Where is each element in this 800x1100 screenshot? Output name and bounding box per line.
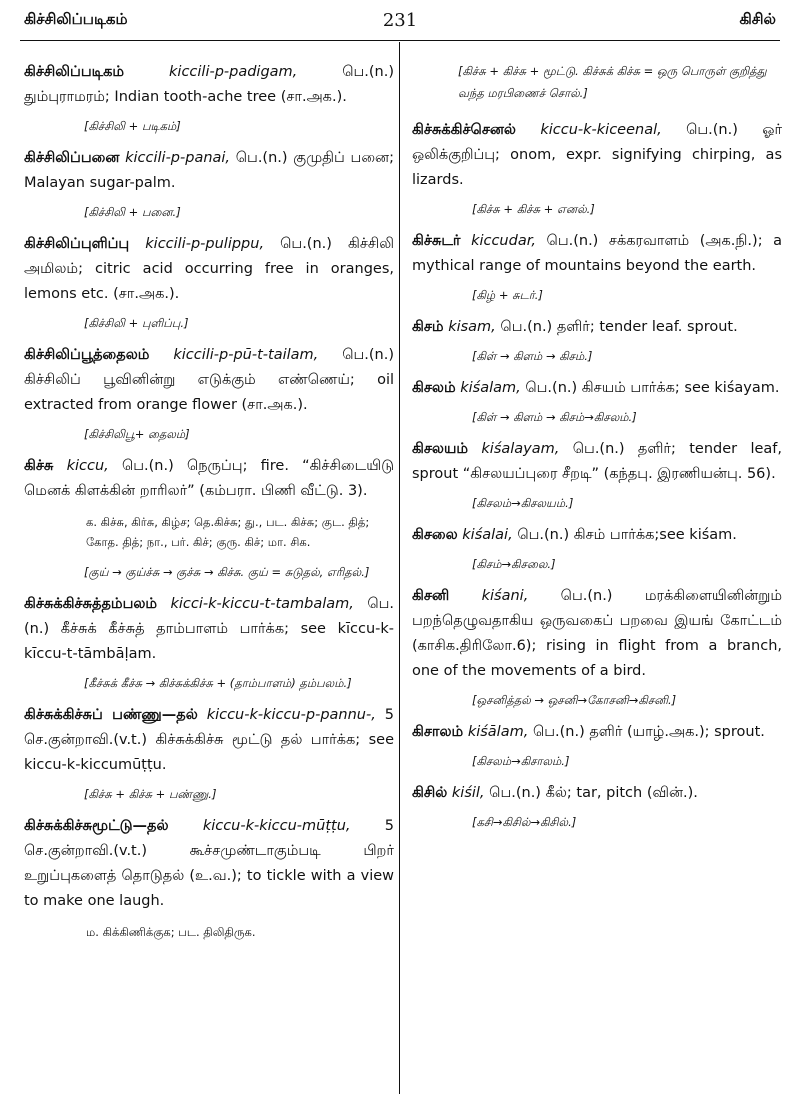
headword: கிசலயம் xyxy=(412,441,469,457)
part-of-speech: பெ.(n.) xyxy=(500,319,553,335)
dictionary-entry xyxy=(412,118,782,193)
transliteration: kicci-k-kiccu-t-tambalam, xyxy=(170,596,354,612)
etymology: [குய் → குய்ச்சு → குச்சு → கிச்சு. குய் = சுடுதல், எரிதல்.] xyxy=(84,565,370,579)
etymology: [கிசலம்→கிசாலம்.] xyxy=(472,754,570,768)
etymology: [கீச்சுக் கீச்சு → கிச்சுக்கிச்சு + (தாம்பாளம்) தம்பலம்.] xyxy=(84,676,352,690)
part-of-speech: 5 செ.குன்றாவி.(v.t.) xyxy=(24,707,395,748)
dictionary-entry xyxy=(24,60,394,110)
transliteration: kiccu-k-kiccu-mūṭṭu, xyxy=(202,818,351,834)
transliteration: kiccili-p-panai, xyxy=(125,150,231,166)
headword: கிச்சிலிப்பூத்தைலம் xyxy=(24,347,150,363)
right-column-entries xyxy=(412,118,782,830)
headword: கிச்சுக்கிச்சுமூட்டு—தல் xyxy=(24,818,169,834)
dictionary-entry xyxy=(412,720,782,745)
transliteration: kiśalayam, xyxy=(481,441,560,457)
headword: கிச்சு xyxy=(24,458,54,474)
part-of-speech: பெ.(n.) xyxy=(489,785,541,801)
header-right-guide-word: கிசில் xyxy=(739,10,776,28)
etymology: [கிச்சு + கிச்சு + பண்ணு.] xyxy=(84,787,217,801)
transliteration: kiccili-p-padigam, xyxy=(169,64,298,80)
definition: தளிர் (யாழ்.அக.); sprout. xyxy=(589,724,765,740)
part-of-speech: பெ.(n.) xyxy=(532,724,585,740)
definition: கிசம் பார்க்க;see kiśam. xyxy=(573,527,737,543)
headword: கிச்சுக்கிச்சுப் பண்ணு—தல் xyxy=(24,707,198,723)
transliteration: kiccu-k-kiceenal, xyxy=(540,122,662,138)
cognates: க. கிச்சு, கிர்சு, கிழ்ச; தெ.கிச்சு; து., பட. கிச்சு; குட. தித்; கோத. தித்; நா., பர். கிச்; குரு. கிச்; மா. சிக. xyxy=(86,515,370,549)
transliteration: kiccu, xyxy=(66,458,109,474)
part-of-speech: பெ.(n.) xyxy=(235,150,288,166)
right-column xyxy=(412,60,782,842)
transliteration: kiśil, xyxy=(451,785,485,801)
definition: தளிர்; tender leaf. sprout. xyxy=(556,319,738,335)
headword: கிசலம் xyxy=(412,380,456,396)
left-column xyxy=(24,60,394,954)
headword: கிச்சிலிப்பனை xyxy=(24,150,120,166)
etymology: [கிச்சிலிபூ+ தைலம்] xyxy=(84,427,190,441)
etymology: [ஒசனித்தல் → ஒசனி→கோசனி→கிசனி.] xyxy=(472,693,677,707)
dictionary-entry xyxy=(24,814,394,914)
transliteration: kiccili-p-pulippu, xyxy=(145,236,265,252)
part-of-speech: பெ.(n.) xyxy=(24,596,395,637)
etymology: [கிசம்→கிசலை.] xyxy=(472,557,556,571)
etymology: [கசி→கிசில்→கிசில்.] xyxy=(472,815,577,829)
headword: கிச்சுடர் xyxy=(412,233,461,249)
part-of-speech: பெ.(n.) xyxy=(572,441,625,457)
part-of-speech: பெ.(n.) xyxy=(517,527,570,543)
definition: தும்புராமரம்; Indian tooth-ache tree (சா.அக.). xyxy=(24,89,347,105)
dictionary-entry xyxy=(24,454,394,504)
definition: கூச்சமுண்டாகும்படி பிறர் உறுப்புகளைத் தொடுதல் (உ.வ.); to tickle with a view to make one laugh. xyxy=(24,843,394,909)
definition: ஓர் ஒலிக்குறிப்பு; onom, expr. signifying chirping, as lizards. xyxy=(412,122,783,188)
definition: தளிர்; tender leaf, sprout “கிசலயப்புரை சீறடி” (கந்தபு. இரணியன்பு. 56). xyxy=(412,441,783,482)
part-of-speech: பெ.(n.) xyxy=(121,458,174,474)
part-of-speech: பெ.(n.) xyxy=(342,64,395,80)
headword: கிச்சுக்கிச்சுத்தம்பலம் xyxy=(24,596,158,612)
continued-etymology: [கிச்சு + கிச்சு + மூட்டு. கிச்சுக் கிச்சு = ஒரு பொருள் குறித்து வந்த மரபிணைச் சொல்.] xyxy=(458,64,767,100)
etymology: [கிள் → கிளம் → கிசம்.] xyxy=(472,349,593,363)
etymology: [கிள் → கிளம் → கிசம்→கிசலம்.] xyxy=(472,410,637,424)
dictionary-entry xyxy=(412,781,782,806)
header-rule xyxy=(20,40,780,41)
headword: கிசம் xyxy=(412,319,444,335)
part-of-speech: பெ.(n.) xyxy=(280,236,332,252)
headword: கிச்சிலிப்படிகம் xyxy=(24,64,125,80)
part-of-speech: 5 செ.குன்றாவி.(v.t.) xyxy=(24,818,395,859)
dictionary-entry xyxy=(24,592,394,667)
etymology: [கிச்சிலி + புளிப்பு.] xyxy=(84,316,189,330)
dictionary-entry xyxy=(24,343,394,418)
definition: கிச்சிலிப் பூவினின்று எடுக்கும் எண்ணெய்; oil extracted from orange flower (சா.அக.). xyxy=(24,372,394,413)
etymology: [கிச்சிலி + பனை.] xyxy=(84,205,181,219)
transliteration: kiccu-k-kiccu-p-pannu-, xyxy=(206,707,376,723)
dictionary-entry xyxy=(24,703,394,778)
column-divider xyxy=(399,42,400,1094)
dictionary-entry xyxy=(412,437,782,487)
headword: கிச்சுக்கிச்செனல் xyxy=(412,122,516,138)
definition: கிச்சுக்கிச்சு மூட்டு தல் பார்க்க; see kiccu-k-kiccumūṭṭu. xyxy=(24,732,394,773)
dictionary-entry xyxy=(412,584,782,684)
transliteration: kiśālam, xyxy=(467,724,529,740)
part-of-speech: பெ.(n.) xyxy=(546,233,599,249)
dictionary-entry xyxy=(24,232,394,307)
definition: கீல்; tar, pitch (வின்.). xyxy=(545,785,698,801)
definition: குமுதிப் பனை; Malayan sugar-palm. xyxy=(24,150,394,191)
transliteration: kiccili-p-pū-t-tailam, xyxy=(173,347,319,363)
cognates: ம. கிக்கிணிக்குக; பட. திலிதிருக. xyxy=(86,925,256,939)
transliteration: kisam, xyxy=(448,319,496,335)
definition: நெருப்பு; fire. “கிச்சிடையிடு மெனக் கிளக்கின் றாரிலர்” (கம்பரா. பிணி வீட்டு. 3). xyxy=(24,458,395,499)
dictionary-entry xyxy=(412,229,782,279)
etymology: [கிழ் + சுடர்.] xyxy=(472,288,543,302)
etymology: [கிசலம்→கிசலயம்.] xyxy=(472,496,574,510)
definition: மரக்கிளையினின்றும் பறந்தெழுவதாகிய ஒருவகைப் பறவை இயங் கோட்டம் (காசிக.திரிலோ.6); rising in flight from a branch, one of the movements of a bird. xyxy=(412,588,783,679)
headword: கிசில் xyxy=(412,785,448,801)
headword: கிசாலம் xyxy=(412,724,464,740)
page-number: 231 xyxy=(382,10,418,31)
part-of-speech: பெ.(n.) xyxy=(342,347,395,363)
dictionary-entry xyxy=(412,315,782,340)
headword: கிசலை xyxy=(412,527,458,543)
headword: கிசனி xyxy=(412,588,450,604)
definition: கீச்சுக் கீச்சுத் தாம்பாளம் பார்க்க; see kīccu-k-kīccu-t-tāmbāḷam. xyxy=(24,621,394,662)
etymology: [கிச்சிலி + படிகம்] xyxy=(84,119,181,133)
transliteration: kiśalam, xyxy=(460,380,521,396)
dictionary-entry xyxy=(24,146,394,196)
header-left-guide-word: கிச்சிலிப்படிகம் xyxy=(24,10,128,28)
part-of-speech: பெ.(n.) xyxy=(686,122,738,138)
etymology: [கிச்சு + கிச்சு + எனல்.] xyxy=(472,202,595,216)
definition: கிசயம் பார்க்க; see kiśayam. xyxy=(581,380,780,396)
transliteration: kiccudar, xyxy=(471,233,536,249)
transliteration: kiśalai, xyxy=(462,527,513,543)
transliteration: kiśani, xyxy=(481,588,529,604)
page-header xyxy=(24,10,776,36)
part-of-speech: பெ.(n.) xyxy=(560,588,613,604)
headword: கிச்சிலிப்புளிப்பு xyxy=(24,236,130,252)
part-of-speech: பெ.(n.) xyxy=(525,380,578,396)
dictionary-entry xyxy=(412,376,782,401)
dictionary-entry xyxy=(412,523,782,548)
definition: சக்கரவாளம் (அக.நி.); a mythical range of mountains beyond the earth. xyxy=(412,233,783,274)
definition: கிச்சிலி அமிலம்; citric acid occurring free in oranges, lemons etc. (சா.அக.). xyxy=(24,236,395,302)
